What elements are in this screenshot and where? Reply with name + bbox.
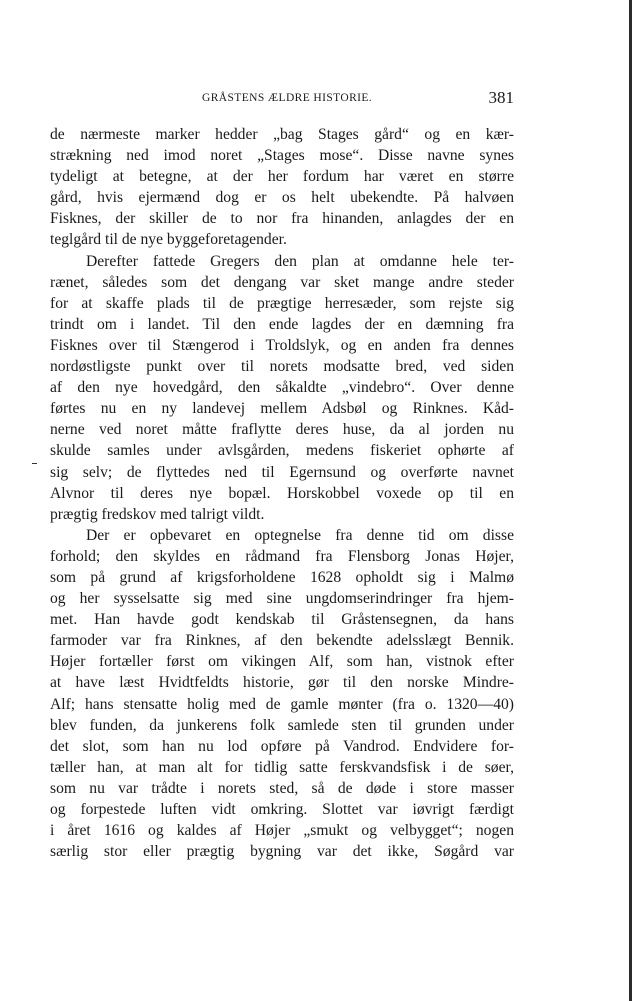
text-line: teglgård til de nye byggeforetagender. [50, 231, 287, 249]
text-line: de nærmeste marker hedder „bag Stages gård“ og en kær- [50, 126, 514, 143]
text-line: tæller han, at man alt for tidlig satte ferskvandsfisk i de søer, [50, 758, 514, 776]
text-line: Højer fortæller først om vikingen Alf, som han, vistnok efter [50, 653, 514, 671]
text-line: nordøstligste punkt over til norets modsatte bred, ved siden [50, 358, 514, 376]
text-line: tydeligt at betegne, at der her fordum har været en større [50, 168, 514, 186]
text-line: for at skaffe plads til de prægtige herresæder, som rejste sig [50, 294, 514, 312]
text-line: strækning ned imod noret „Stages mose“. Disse navne synes [50, 147, 514, 165]
text-line: prægtig fredskov med talrigt vildt. [50, 505, 265, 523]
text-line: forhold; den skyldes en rådmand fra Flensborg Jonas Højer, [50, 547, 514, 565]
text-line: blev funden, da junkerens folk samlede sten til grunden under [50, 716, 514, 734]
body-text [50, 124, 514, 862]
margin-mark [32, 463, 37, 464]
text-line: som nu var trådte i norets sted, så de døde i store masser [50, 779, 514, 797]
text-line: trindt om i landet. Til den ende lagdes der en dæmning fra [50, 315, 514, 333]
text-line: at have læst Hvidtfeldts historie, gør til den norske Mindre- [50, 674, 514, 692]
text-line: og forpestede luften vidt omkring. Slottet var iøvrigt færdigt [50, 801, 514, 818]
text-line: af den nye hovedgård, den såkaldte „vindebro“. Over denne [50, 379, 514, 397]
text-line: farmoder var fra Rinknes, af den bekendte adelsslægt Bennik. [50, 632, 514, 650]
text-line: og her sysselsatte sig med sine ungdomserindringer fra hjem- [50, 590, 514, 608]
running-title: GRÅSTENS ÆLDRE HISTORIE. [202, 92, 373, 104]
text-line: Alf; hans stensatte holig med de gamle mønter (fra o. 1320—40) [50, 695, 514, 713]
text-line: rænet, således som det dengang var sket mange andre steder [50, 273, 514, 291]
text-line: Fisknes, der skiller de to nor fra hinanden, anlagdes der en [50, 210, 514, 228]
text-line: som på grund af krigsforholdene 1628 opholdt sig i Malmø [50, 568, 514, 586]
text-line: Derefter fattede Gregers den plan at omdanne hele ter- [86, 252, 514, 270]
text-line: førtes nu en ny landevej mellem Adsbøl og Rinknes. Kåd- [50, 400, 514, 418]
text-line: særlig stor eller prægtig bygning var det ikke, Søgård var [50, 843, 514, 861]
text-line: Alvnor til deres nye bopæl. Horskobbel voxede op til en [50, 484, 514, 502]
page-number: 381 [488, 88, 514, 107]
text-line: met. Han havde godt kendskab til Gråstensegnen, da hans [50, 611, 514, 629]
text-line: Der er opbevaret en optegnelse fra denne tid om disse [86, 526, 514, 544]
page-header [50, 88, 514, 112]
text-line: skulde samles under avlsgården, medens fiskeriet ophørte af [50, 442, 514, 460]
text-line: sig selv; de flyttedes ned til Egernsund og overførte navnet [50, 463, 514, 481]
text-line: det slot, som han nu lod opføre på Vandrod. Endvidere for- [50, 737, 514, 755]
text-line: gård, hvis ejermænd dog er os helt ubekendte. På halvøen [50, 189, 514, 207]
text-line: i året 1616 og kaldes af Højer „smukt og velbygget“; nogen [50, 822, 514, 840]
text-line: nerne ved noret måtte fraflytte deres huse, da al jorden nu [50, 421, 514, 439]
text-line: Fisknes over til Stængerod i Troldslyk, og en anden fra dennes [50, 336, 514, 354]
